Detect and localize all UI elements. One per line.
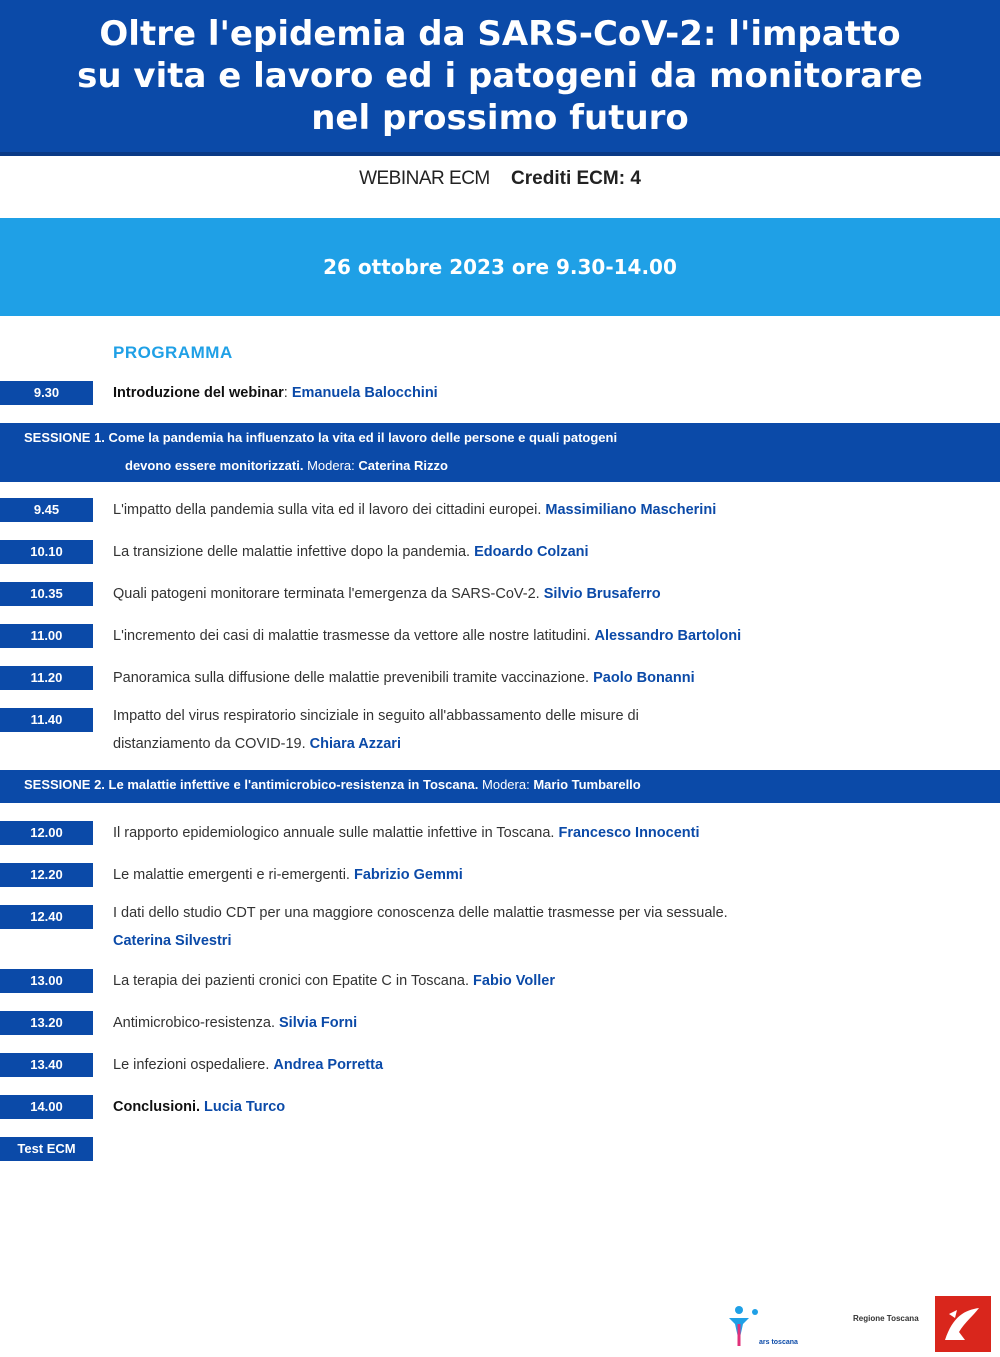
speaker-name: Silvia Forni: [279, 1015, 358, 1031]
time-badge: 13.40: [0, 1053, 93, 1077]
agenda-text: La transizione delle malattie infettive dopo la pandemia.: [113, 544, 471, 560]
speaker-name: Fabrizio Gemmi: [353, 867, 463, 883]
agenda-description: [113, 899, 973, 955]
speaker-name: Emanuela Balocchini: [291, 385, 438, 401]
moderator-label: Modera:: [482, 777, 530, 792]
session-header: [0, 423, 1000, 482]
event-date: 26 ottobre 2023 ore 9.30-14.00: [323, 255, 677, 279]
time-badge: 12.20: [0, 863, 93, 887]
agenda-description: [113, 861, 973, 889]
moderator-name: Caterina Rizzo: [358, 458, 448, 473]
moderator-name: Mario Tumbarello: [533, 777, 641, 792]
time-badge: 11.00: [0, 624, 93, 648]
session-header: [0, 770, 1000, 803]
time-badge: 10.10: [0, 540, 93, 564]
agenda-description: [113, 702, 973, 758]
regione-toscana-logo: Regione Toscana: [853, 1314, 919, 1323]
speaker-name: Silvio Brusaferro: [543, 586, 661, 602]
page-title: [50, 13, 950, 139]
agenda-description: [113, 1051, 973, 1079]
session-title: SESSIONE 1. Come la pandemia ha influenzato la vita ed il lavoro delle persone e quali patogeni: [24, 430, 618, 445]
session-title-cont: devono essere monitorizzati.: [125, 458, 304, 473]
speaker-name: Fabio Voller: [473, 973, 555, 989]
agenda-text: Panoramica sulla diffusione delle malattie prevenibili tramite vaccinazione.: [113, 670, 590, 686]
agenda-description: Introduzione del webinar: Emanuela Balocchini: [113, 385, 438, 401]
test-ecm-badge: Test ECM: [0, 1137, 93, 1161]
agenda-text: Introduzione del webinar: [113, 385, 284, 401]
speaker-name: Edoardo Colzani: [474, 544, 589, 560]
time-badge: 10.35: [0, 582, 93, 606]
agenda-text: Le infezioni ospedaliere.: [113, 1057, 270, 1073]
agenda-description: [113, 1009, 973, 1037]
ars-logo-text: ars toscana: [759, 1339, 798, 1346]
agenda-text: Antimicrobico-resistenza.: [113, 1015, 275, 1031]
agenda-description: [113, 496, 973, 524]
time-badge: 13.20: [0, 1011, 93, 1035]
moderator-label: Modera:: [307, 458, 355, 473]
agenda-description: [113, 819, 973, 847]
agenda-description: [113, 538, 973, 566]
time-badge: 12.00: [0, 821, 93, 845]
agenda-text-cont: distanziamento da COVID-19.: [113, 736, 306, 752]
time-badge: 11.40: [0, 708, 93, 732]
crediti-value: 4: [630, 168, 641, 189]
time-badge: 9.30: [0, 381, 93, 405]
agenda-text: I dati dello studio CDT per una maggiore conoscenza delle malattie trasmesse per via sessuale.: [113, 905, 728, 921]
crediti-label: Crediti ECM:: [511, 168, 626, 189]
agenda-text: Quali patogeni monitorare terminata l'emergenza da SARS-CoV-2.: [113, 586, 540, 602]
time-badge: 9.45: [0, 498, 93, 522]
footer-logos: [725, 1296, 995, 1352]
title-line-2: su vita e lavoro ed i patogeni da monitorare: [77, 56, 923, 96]
webinar-label: WEBINAR ECM: [359, 168, 490, 189]
agenda-description: [113, 622, 973, 650]
time-badge: 12.40: [0, 905, 93, 929]
ars-toscana-logo: [725, 1302, 841, 1348]
speaker-name: Andrea Porretta: [273, 1057, 384, 1073]
speaker-name: Alessandro Bartoloni: [594, 628, 742, 644]
session-title: SESSIONE 2. Le malattie infettive e l'antimicrobico-resistenza in Toscana.: [24, 777, 479, 792]
agenda-text: Conclusioni.: [113, 1099, 200, 1115]
agenda-description: [113, 967, 973, 995]
title-banner: [0, 0, 1000, 156]
ecm-info: [0, 168, 1000, 190]
agenda-text: L'impatto della pandemia sulla vita ed il lavoro dei cittadini europei.: [113, 502, 542, 518]
time-badge: 11.20: [0, 666, 93, 690]
time-badge: 13.00: [0, 969, 93, 993]
agenda-text: La terapia dei pazienti cronici con Epatite C in Toscana.: [113, 973, 470, 989]
speaker-name: Paolo Bonanni: [593, 670, 695, 686]
agenda-text: L'incremento dei casi di malattie trasmesse da vettore alle nostre latitudini.: [113, 628, 591, 644]
agenda-description: [113, 1093, 973, 1121]
programma-heading: PROGRAMMA: [113, 343, 233, 362]
title-line-1: Oltre l'epidemia da SARS-CoV-2: l'impatto: [99, 14, 901, 54]
agenda-description: [113, 580, 973, 608]
speaker-name: Caterina Silvestri: [113, 933, 232, 949]
time-badge: 14.00: [0, 1095, 93, 1119]
speaker-name: Lucia Turco: [204, 1099, 286, 1115]
regione-toscana-flag-icon: [935, 1296, 991, 1352]
date-banner: [0, 218, 1000, 316]
agenda-description: [113, 664, 973, 692]
title-line-3: nel prossimo futuro: [311, 98, 689, 138]
speaker-name: Francesco Innocenti: [558, 825, 700, 841]
agenda-text: Impatto del virus respiratorio sinciziale in seguito all'abbassamento delle misure di: [113, 708, 639, 724]
speaker-name: Massimiliano Mascherini: [545, 502, 717, 518]
agenda-text: Il rapporto epidemiologico annuale sulle malattie infettive in Toscana.: [113, 825, 555, 841]
agenda-text: Le malattie emergenti e ri-emergenti.: [113, 867, 350, 883]
speaker-name: Chiara Azzari: [309, 736, 401, 752]
